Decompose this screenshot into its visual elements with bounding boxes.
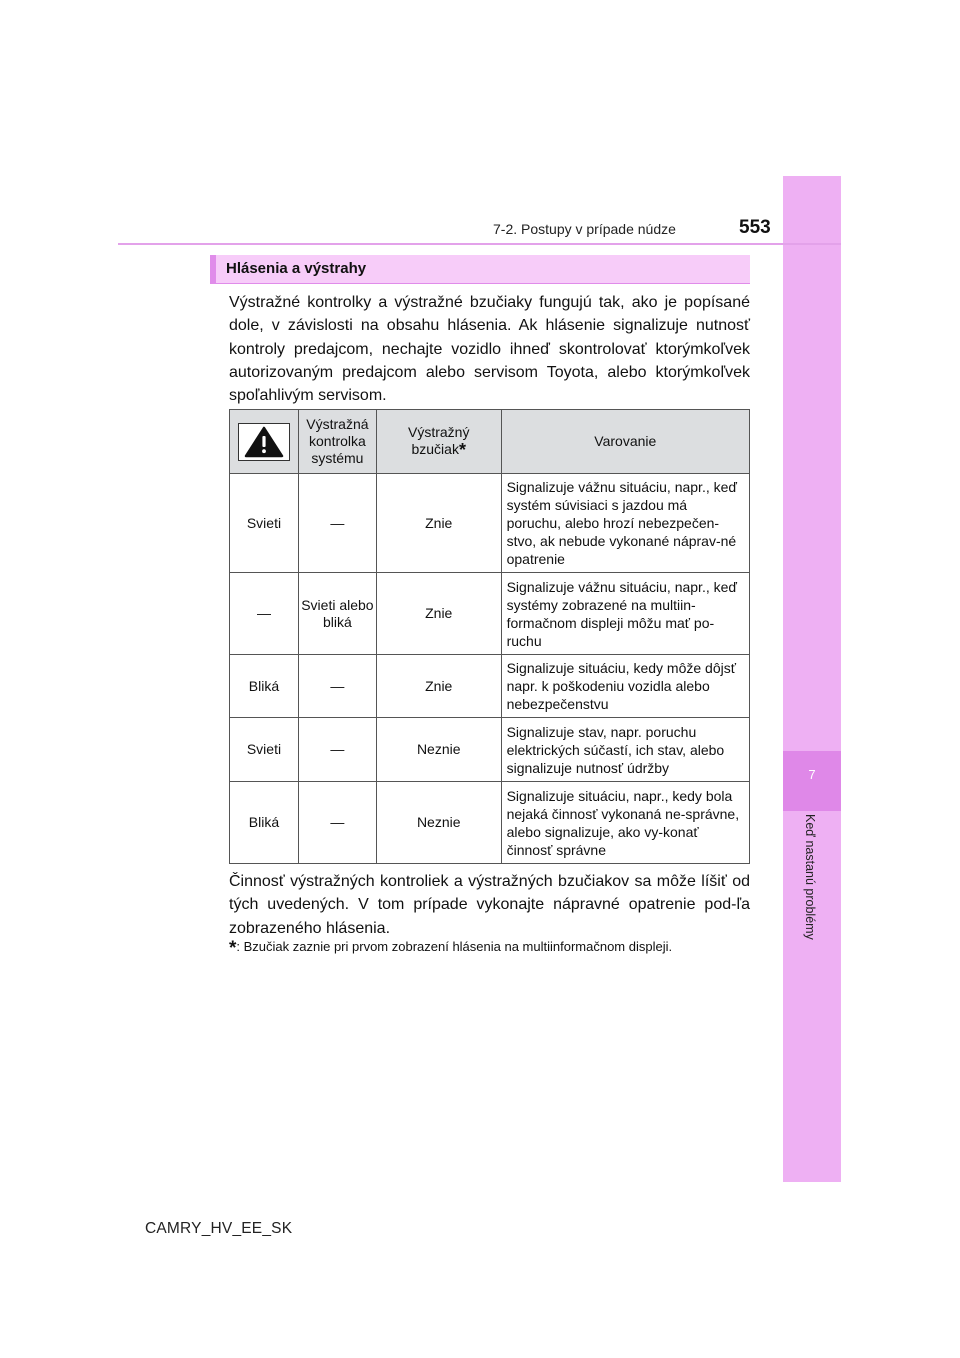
- table-row: [230, 474, 750, 573]
- header-divider: [118, 243, 841, 245]
- chapter-title-vertical: [783, 814, 841, 974]
- section-title: Hlásenia a výstrahy: [226, 260, 367, 277]
- footnote-text: : Bzučiak zaznie pri prvom zobrazení hlásenia na multiinformačnom displeji.: [236, 939, 673, 954]
- header-buzzer-asterisk: *: [458, 440, 466, 460]
- cell-system-light: —: [298, 718, 376, 782]
- cell-warning: Signalizuje vážnu situáciu, napr., keď systémy zobrazené na multiin-formačnom displeji môžu mať po-ruchu: [501, 573, 749, 655]
- cell-system-light: —: [298, 655, 376, 718]
- table-row: [230, 718, 750, 782]
- table-row: [230, 782, 750, 864]
- chapter-title: Keď nastanú problémy: [803, 814, 817, 940]
- warning-table: [229, 409, 750, 864]
- header-buzzer: [376, 410, 501, 474]
- footnote-marker: *: [229, 938, 237, 959]
- footnote: [229, 938, 769, 960]
- cell-buzzer: Znie: [376, 655, 501, 718]
- note-paragraph: Činnosť výstražných kontroliek a výstražných bzučiakov sa môže líšiť od tých uvedených. V tom prípade vykonajte nápravné opatrenie pod-ľa zobrazeného hlásenia.: [229, 873, 750, 937]
- header-warning: Varovanie: [501, 410, 749, 474]
- cell-buzzer: Znie: [376, 573, 501, 655]
- section-heading-bar: [210, 255, 750, 284]
- cell-icon-state: —: [230, 573, 299, 655]
- cell-warning: Signalizuje vážnu situáciu, napr., keď systém súvisiaci s jazdou má poruchu, alebo hrozí nebezpečen-stvo, ak nebude vykonané náprav-né opatrenie: [501, 474, 749, 573]
- cell-warning: Signalizuje stav, napr. poruchu elektrických súčastí, ich stav, alebo signalizuje nutnosť údržby: [501, 718, 749, 782]
- cell-buzzer: Neznie: [376, 718, 501, 782]
- cell-icon-state: Bliká: [230, 655, 299, 718]
- cell-system-light: Svieti alebo bliká: [298, 573, 376, 655]
- cell-warning: Signalizuje situáciu, kedy môže dôjsť napr. k poškodeniu vozidla alebo nebezpečenstvu: [501, 655, 749, 718]
- footer-code: CAMRY_HV_EE_SK: [145, 1220, 293, 1237]
- header-section-title: 7-2. Postupy v prípade núdze: [493, 221, 676, 237]
- cell-buzzer: Znie: [376, 474, 501, 573]
- intro-paragraph: Výstražné kontrolky a výstražné bzučiaky fungujú tak, ako je popísané dole, v závislosti na obsahu hlásenia. Ak hlásenie signalizuje nutnosť kontroly predajcom, nechajte vozidlo ihneď skontrolovať ktorýmkoľvek autorizovaným predajcom alebo servisom Toyota, alebo ktorýmkoľvek spoľahlivým servisom.: [229, 294, 750, 405]
- chapter-sidebar: [783, 176, 841, 1182]
- cell-icon-state: Svieti: [230, 474, 299, 573]
- header-icon-cell: [230, 410, 299, 474]
- cell-system-light: —: [298, 782, 376, 864]
- table-row: [230, 655, 750, 718]
- cell-buzzer: Neznie: [376, 782, 501, 864]
- cell-icon-state: Bliká: [230, 782, 299, 864]
- table-header-row: [230, 410, 750, 474]
- header-buzzer-label: Výstražný bzučiak: [408, 424, 470, 457]
- chapter-number: 7: [808, 767, 816, 782]
- cell-icon-state: Svieti: [230, 718, 299, 782]
- page-number: 553: [739, 217, 771, 238]
- table-row: [230, 573, 750, 655]
- warning-triangle-icon: [238, 423, 290, 461]
- cell-warning: Signalizuje situáciu, napr., kedy bola nejaká činnosť vykonaná ne-správne, alebo signalizuje, ako vy-konať činnosť správne: [501, 782, 749, 864]
- cell-system-light: —: [298, 474, 376, 573]
- header-system-light: Výstražná kontrolka systému: [298, 410, 376, 474]
